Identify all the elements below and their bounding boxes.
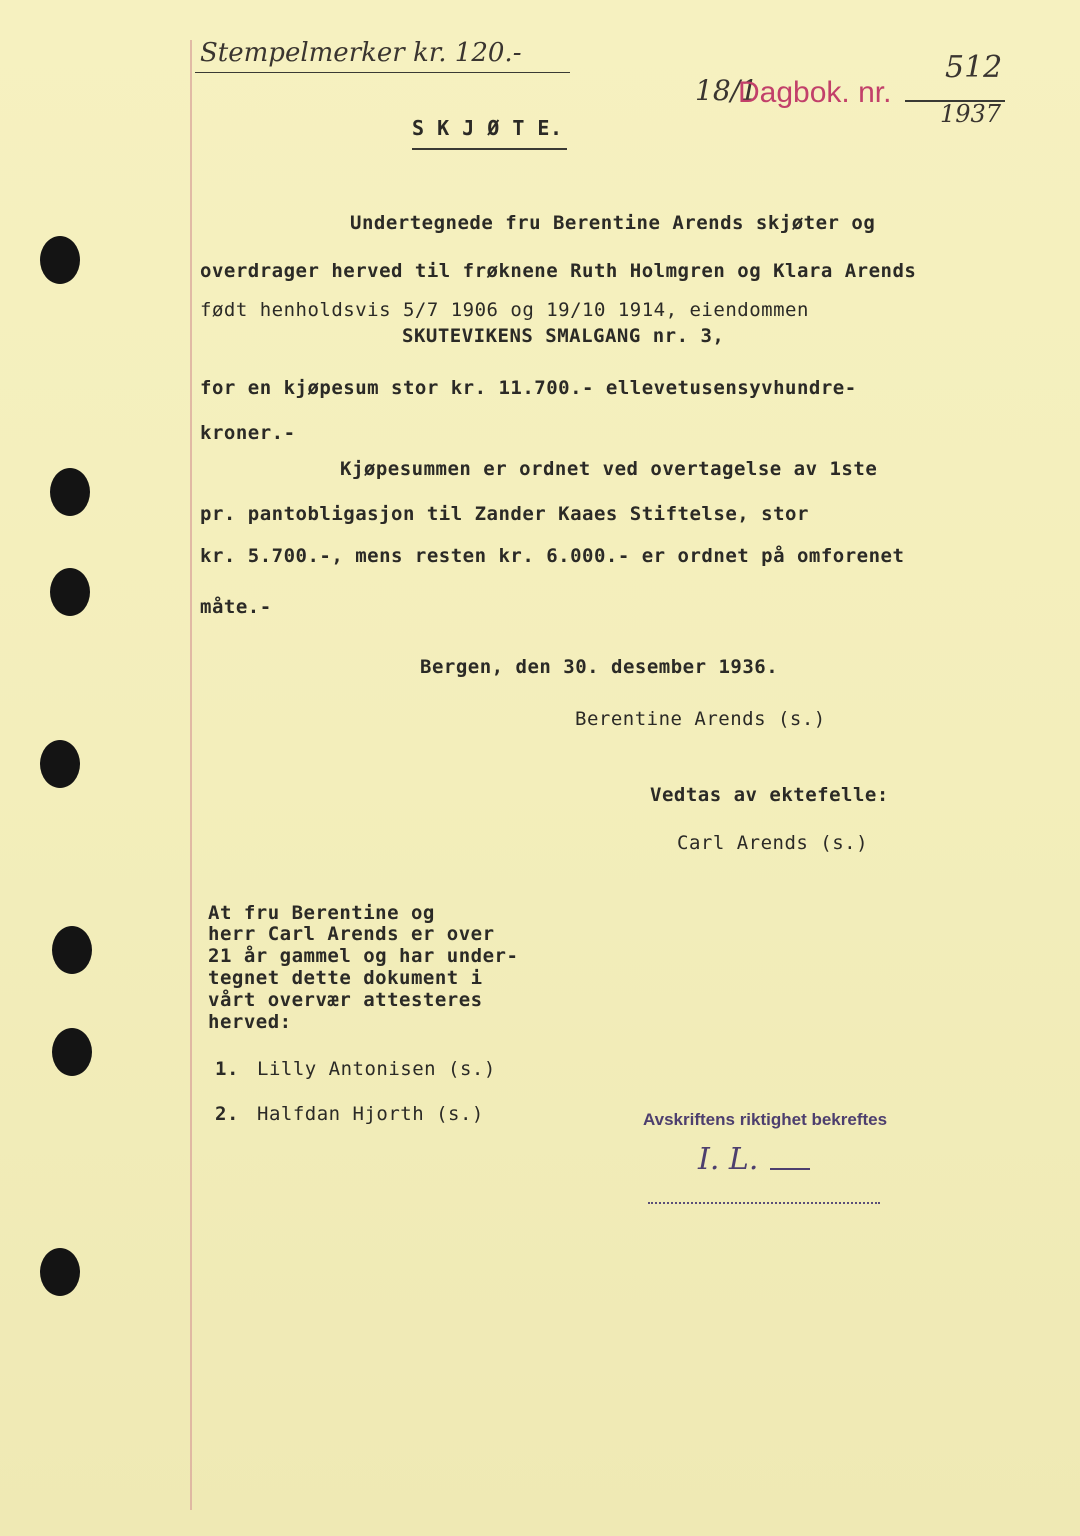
punch-hole [40, 236, 80, 284]
dagbok-number: 512 [945, 50, 1003, 85]
body-line: pr. pantobligasjon til Zander Kaaes Stiftelse, stor [200, 503, 809, 525]
punch-hole [50, 568, 90, 616]
stamp-duty-note: Stempelmerker kr. 120.- [200, 38, 522, 68]
document-title: S K J Ø T E. [412, 116, 563, 140]
stamp-duty-underline [195, 72, 570, 73]
dagbok-year: 1937 [940, 100, 1002, 128]
body-line: Undertegnede fru Berentine Arends skjøter og [350, 212, 876, 234]
punch-hole [40, 740, 80, 788]
spouse-label: Vedtas av ektefelle: [650, 784, 889, 806]
punch-hole [52, 1028, 92, 1076]
dagbok-label: Dagbok. nr. [738, 76, 892, 109]
body-line: SKUTEVIKENS SMALGANG nr. 3, [402, 325, 725, 347]
body-line: for en kjøpesum stor kr. 11.700.- ellevetusensyvhundre- [200, 377, 857, 399]
witness-name: Halfdan Hjorth (s.) [257, 1103, 484, 1125]
punch-hole [40, 1248, 80, 1296]
signature-seller: Berentine Arends (s.) [575, 708, 826, 730]
witness-name: Lilly Antonisen (s.) [257, 1058, 496, 1080]
initials-signature: I. L. [698, 1142, 759, 1177]
body-line: måte.- [200, 596, 272, 618]
attestation-line: At fru Berentine og [208, 902, 435, 924]
dagbok-date: 18/1 [695, 74, 758, 107]
attestation-line: herved: [208, 1011, 292, 1033]
body-line: kroner.- [200, 422, 296, 444]
title-underline [412, 148, 567, 150]
body-line: Kjøpesummen er ordnet ved overtagelse av 1ste [340, 458, 878, 480]
punch-hole [50, 468, 90, 516]
margin-line [190, 40, 192, 1510]
certification-stamp: Avskriftens riktighet bekreftes [643, 1110, 888, 1129]
attestation-line: herr Carl Arends er over [208, 923, 495, 945]
signature-stroke [770, 1168, 810, 1170]
attestation-line: vårt overvær attesteres [208, 989, 483, 1011]
body-line: overdrager herved til frøknene Ruth Holmgren og Klara Arends [200, 260, 917, 282]
place-date: Bergen, den 30. desember 1936. [420, 656, 779, 678]
body-line: født henholdsvis 5/7 1906 og 19/10 1914, eiendommen [200, 299, 809, 321]
witness-number: 1. [215, 1058, 239, 1080]
attestation-line: tegnet dette dokument i [208, 967, 483, 989]
punch-hole [52, 926, 92, 974]
attestation-line: 21 år gammel og har under- [208, 945, 519, 967]
signature-spouse: Carl Arends (s.) [677, 832, 869, 854]
witness-number: 2. [215, 1103, 239, 1125]
signature-dotted-line [648, 1202, 880, 1204]
body-line: kr. 5.700.-, mens resten kr. 6.000.- er ordnet på omforenet [200, 545, 905, 567]
